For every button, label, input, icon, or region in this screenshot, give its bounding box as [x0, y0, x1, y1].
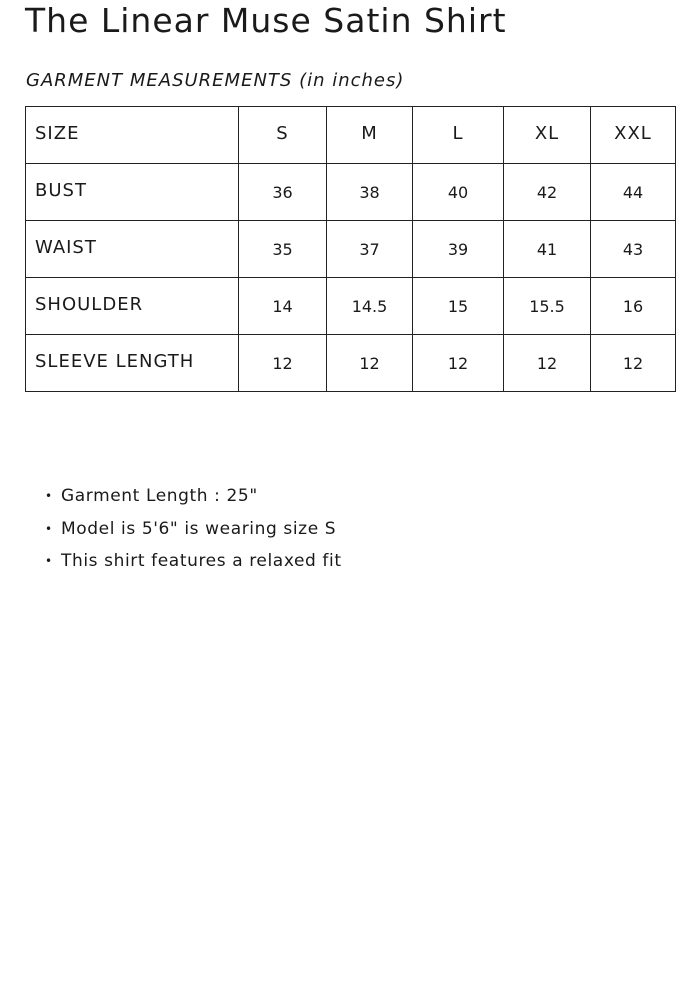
measurements-heading-label: GARMENT MEASUREMENTS: [26, 70, 300, 91]
table-header-cell-xl: XL: [504, 107, 591, 164]
table-cell: 16: [591, 278, 676, 335]
table-cell: 14.5: [327, 278, 413, 335]
measurements-unit: (in inches): [299, 70, 405, 91]
table-header-cell-size: SIZE: [26, 107, 239, 164]
table-cell: 12: [239, 335, 327, 392]
table-cell: 37: [327, 221, 413, 278]
table-header-cell-l: L: [413, 107, 504, 164]
note-text: This shirt features a relaxed fit: [61, 551, 342, 571]
table-cell: 41: [504, 221, 591, 278]
table-cell: 38: [327, 164, 413, 221]
table-cell: 12: [327, 335, 413, 392]
table-row-bust: [26, 164, 676, 221]
table-header-cell-m: M: [327, 107, 413, 164]
table-cell: 42: [504, 164, 591, 221]
table-cell: 36: [239, 164, 327, 221]
bullet-icon: •: [45, 554, 53, 568]
list-item: [45, 547, 342, 577]
row-label-shoulder: SHOULDER: [26, 278, 239, 335]
row-label-sleeve-length: SLEEVE LENGTH: [26, 335, 239, 392]
table-cell: 44: [591, 164, 676, 221]
list-item: [45, 482, 342, 515]
table-cell: 39: [413, 221, 504, 278]
product-notes-list: [45, 482, 342, 577]
size-chart-table: [25, 106, 676, 392]
table-cell: 12: [504, 335, 591, 392]
table-header-cell-s: S: [239, 107, 327, 164]
bullet-icon: •: [45, 489, 53, 503]
row-label-waist: WAIST: [26, 221, 239, 278]
bullet-icon: •: [45, 522, 53, 536]
table-cell: 15: [413, 278, 504, 335]
table-cell: 43: [591, 221, 676, 278]
table-row-sleeve-length: [26, 335, 676, 392]
table-cell: 12: [413, 335, 504, 392]
table-cell: 40: [413, 164, 504, 221]
list-item: [45, 515, 342, 547]
note-text: Model is 5'6" is wearing size S: [61, 519, 337, 539]
row-label-bust: BUST: [26, 164, 239, 221]
table-cell: 35: [239, 221, 327, 278]
table-header-cell-xxl: XXL: [591, 107, 676, 164]
measurements-heading: [26, 68, 404, 94]
note-text: Garment Length : 25": [61, 486, 258, 506]
table-cell: 14: [239, 278, 327, 335]
page-title: The Linear Muse Satin Shirt: [25, 1, 507, 40]
table-cell: 15.5: [504, 278, 591, 335]
table-row-shoulder: [26, 278, 676, 335]
table-cell: 12: [591, 335, 676, 392]
table-row-waist: [26, 221, 676, 278]
table-header-row: [26, 107, 676, 164]
